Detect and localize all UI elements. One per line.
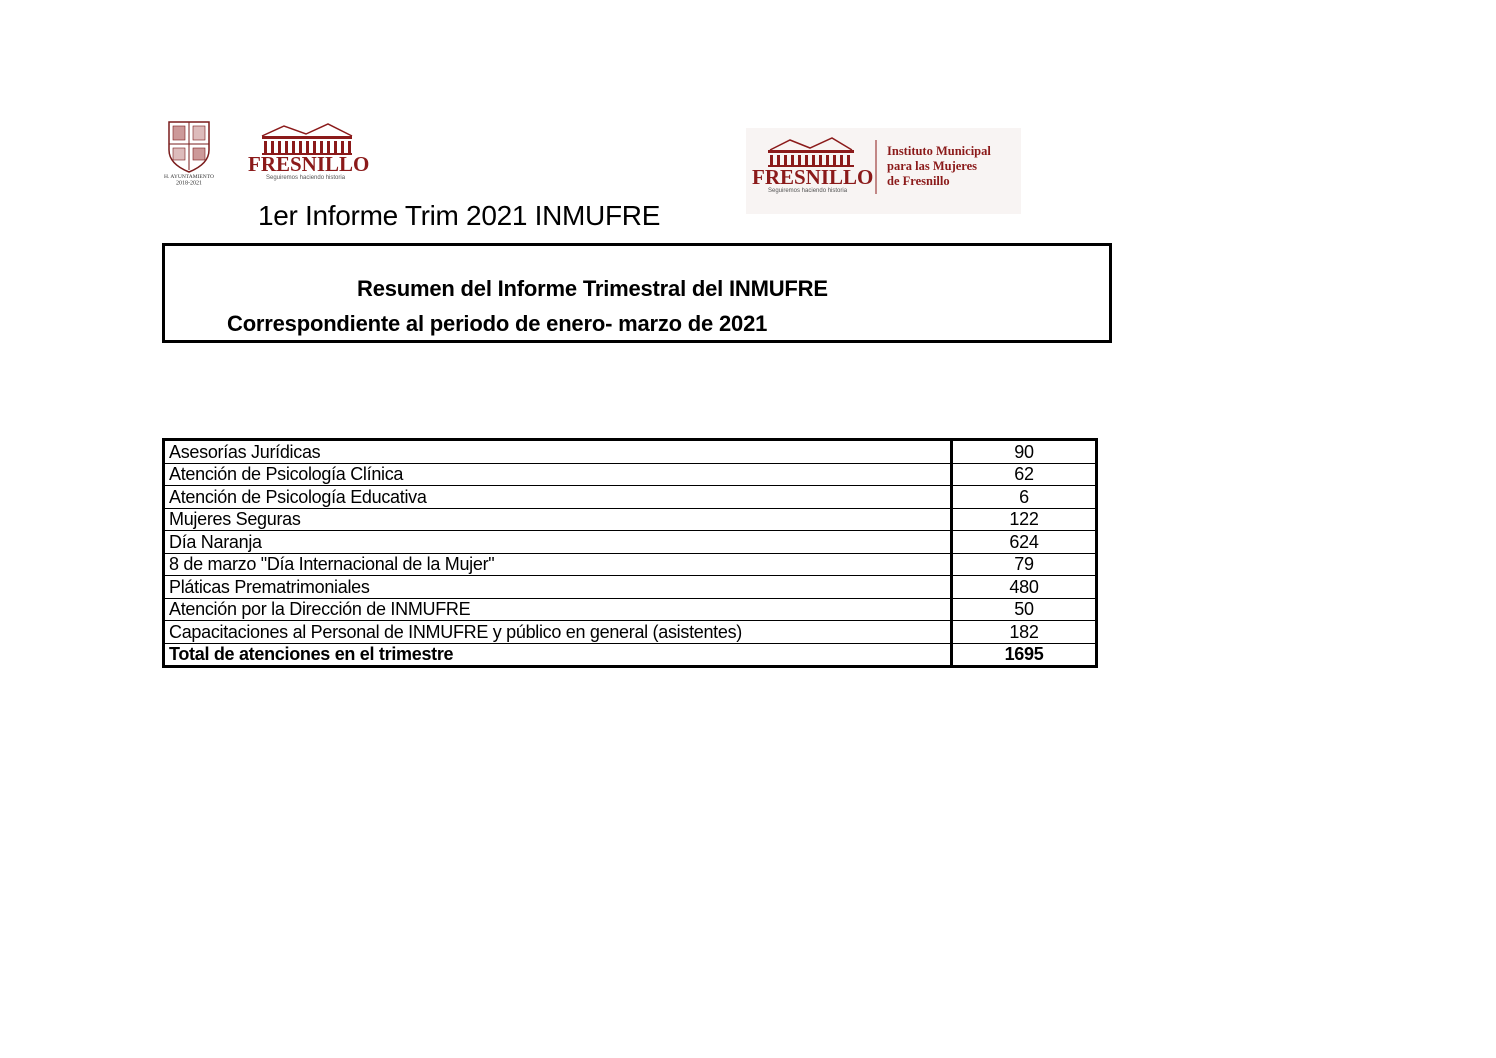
row-label: Pláticas Prematrimoniales <box>164 576 952 599</box>
seal-caption-line1: H. AYUNTAMIENTO <box>164 174 214 180</box>
table-row <box>164 463 1097 486</box>
table-row <box>164 598 1097 621</box>
row-label: Asesorías Jurídicas <box>164 440 952 464</box>
row-value: 624 <box>952 531 1097 554</box>
table-row <box>164 531 1097 554</box>
row-label: 8 de marzo "Día Internacional de la Mujer" <box>164 553 952 576</box>
row-value: 6 <box>952 486 1097 509</box>
seal-caption-line2: 2018-2021 <box>176 180 202 186</box>
row-value: 79 <box>952 553 1097 576</box>
summary-heading: Resumen del Informe Trimestral del INMUFRE <box>357 276 828 301</box>
row-label: Día Naranja <box>164 531 952 554</box>
table-row <box>164 621 1097 644</box>
row-value: 50 <box>952 598 1097 621</box>
summary-box <box>162 243 1112 343</box>
total-label: Total de atenciones en el trimestre <box>164 643 952 667</box>
institute-line3: de Fresnillo <box>887 174 950 188</box>
row-value: 62 <box>952 463 1097 486</box>
brand-slogan-text: Seguiremos haciendo historia <box>266 175 346 181</box>
table-row <box>164 486 1097 509</box>
row-value: 122 <box>952 508 1097 531</box>
ayuntamiento-seal-logo <box>163 120 215 186</box>
row-label: Atención por la Dirección de INMUFRE <box>164 598 952 621</box>
institute-line2: para las Mujeres <box>887 159 978 173</box>
row-label: Atención de Psicología Clínica <box>164 463 952 486</box>
table-row <box>164 553 1097 576</box>
table-row <box>164 576 1097 599</box>
inmufre-logo <box>746 128 1021 214</box>
attention-stats-table <box>162 438 1098 668</box>
table-row <box>164 440 1097 464</box>
row-value: 480 <box>952 576 1097 599</box>
row-label: Mujeres Seguras <box>164 508 952 531</box>
brand-name-text-2: FRESNILLO <box>752 165 874 189</box>
fresnillo-logo <box>244 122 369 182</box>
total-row <box>164 643 1097 667</box>
table-row <box>164 508 1097 531</box>
summary-period: Correspondiente al periodo de enero- marzo de 2021 <box>227 311 768 336</box>
row-label: Atención de Psicología Educativa <box>164 486 952 509</box>
total-value: 1695 <box>952 643 1097 667</box>
brand-name-text: FRESNILLO <box>248 152 369 176</box>
document-title: 1er Informe Trim 2021 INMUFRE <box>258 200 661 231</box>
row-label: Capacitaciones al Personal de INMUFRE y público en general (asistentes) <box>164 621 952 644</box>
row-value: 90 <box>952 440 1097 464</box>
row-value: 182 <box>952 621 1097 644</box>
institute-line1: Instituto Municipal <box>887 144 991 158</box>
brand-slogan-text-2: Seguiremos haciendo historia <box>768 188 848 194</box>
